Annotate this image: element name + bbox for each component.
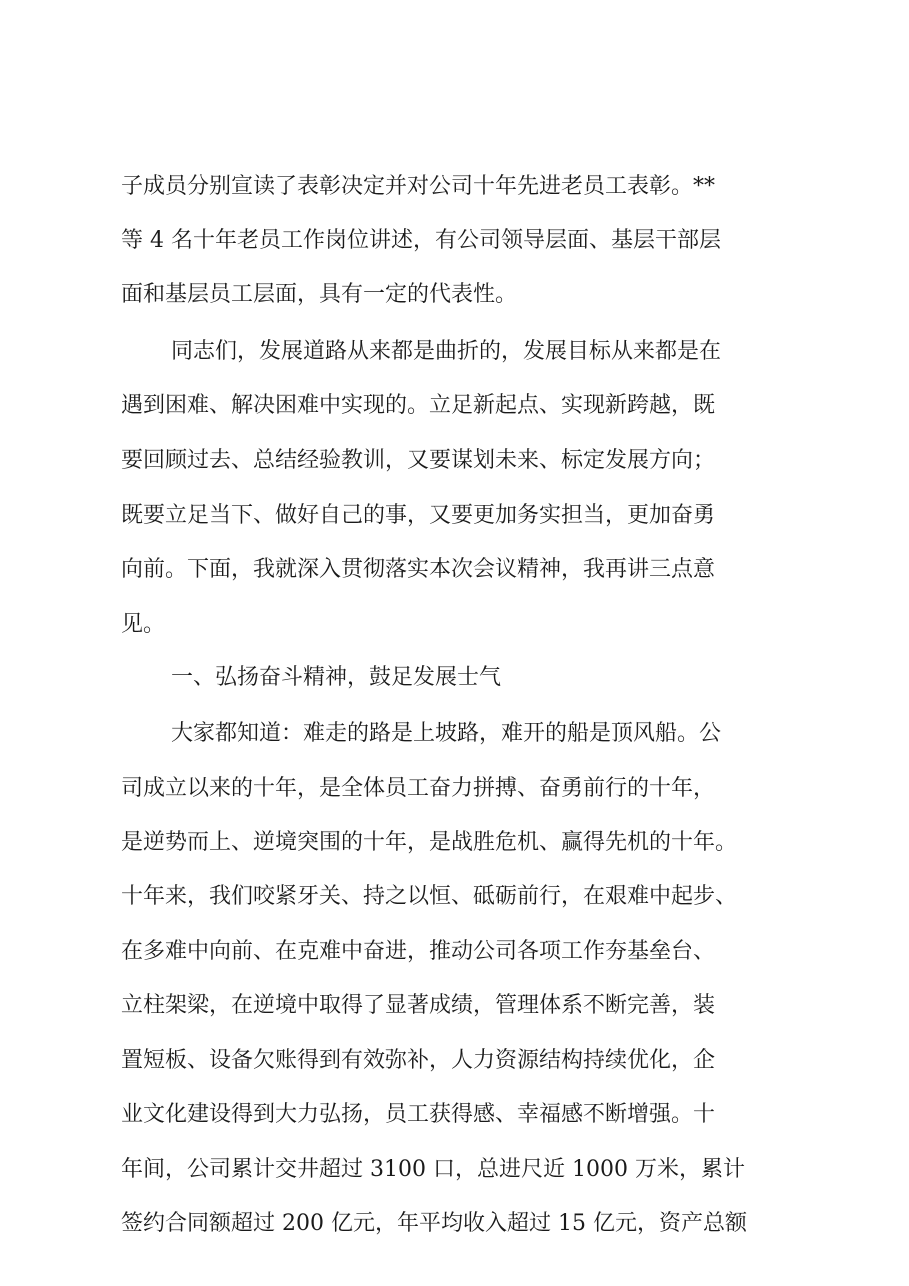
text-line: 置短板、设备欠账得到有效弥补，人力资源结构持续优化，企 [121, 1048, 716, 1073]
text-line: 要回顾过去、总结经验教训，又要谋划未来、标定发展方向； [121, 448, 716, 473]
text-line: 业文化建设得到大力弘扬，员工获得感、幸福感不断增强。十 [121, 1102, 716, 1127]
text-line: 司成立以来的十年，是全体员工奋力拼搏、奋勇前行的十年， [121, 776, 716, 801]
text-line: 见。 [121, 612, 166, 637]
text-line: 大家都知道：难走的路是上坡路，难开的船是顶风船。公 [171, 721, 722, 746]
section-heading: 一、弘扬奋斗精神，鼓足发展士气 [171, 665, 502, 690]
text-line: 向前。下面，我就深入贯彻落实本次会议精神，我再讲三点意 [121, 557, 716, 582]
text-line: 子成员分别宣读了表彰决定并对公司十年先进老员工表彰。** [121, 174, 716, 199]
text-line: 在多难中向前、在克难中奋进，推动公司各项工作夯基垒台、 [121, 939, 716, 964]
text-line: 同志们，发展道路从来都是曲折的，发展目标从来都是在 [171, 339, 722, 364]
text-line: 是逆势而上、逆境突围的十年，是战胜危机、赢得先机的十年。 [121, 830, 738, 855]
text-line: 遇到困难、解决困难中实现的。立足新起点、实现新跨越，既 [121, 393, 716, 418]
text-line: 立柱架梁，在逆境中取得了显著成绩，管理体系不断完善，装 [121, 993, 716, 1018]
text-line: 等 4 名十年老员工作岗位讲述，有公司领导层面、基层干部层 [121, 228, 721, 253]
text-line: 签约合同额超过 200 亿元，年平均收入超过 15 亿元，资产总额 [121, 1211, 747, 1236]
text-line: 十年来，我们咬紧牙关、持之以恒、砥砺前行，在艰难中起步、 [121, 884, 738, 909]
text-line: 既要立足当下、做好自己的事，又要更加务实担当，更加奋勇 [121, 503, 716, 528]
text-line: 年间，公司累计交井超过 3100 口，总进尺近 1000 万米，累计 [121, 1157, 745, 1182]
text-line: 面和基层员工层面，具有一定的代表性。 [121, 282, 518, 307]
